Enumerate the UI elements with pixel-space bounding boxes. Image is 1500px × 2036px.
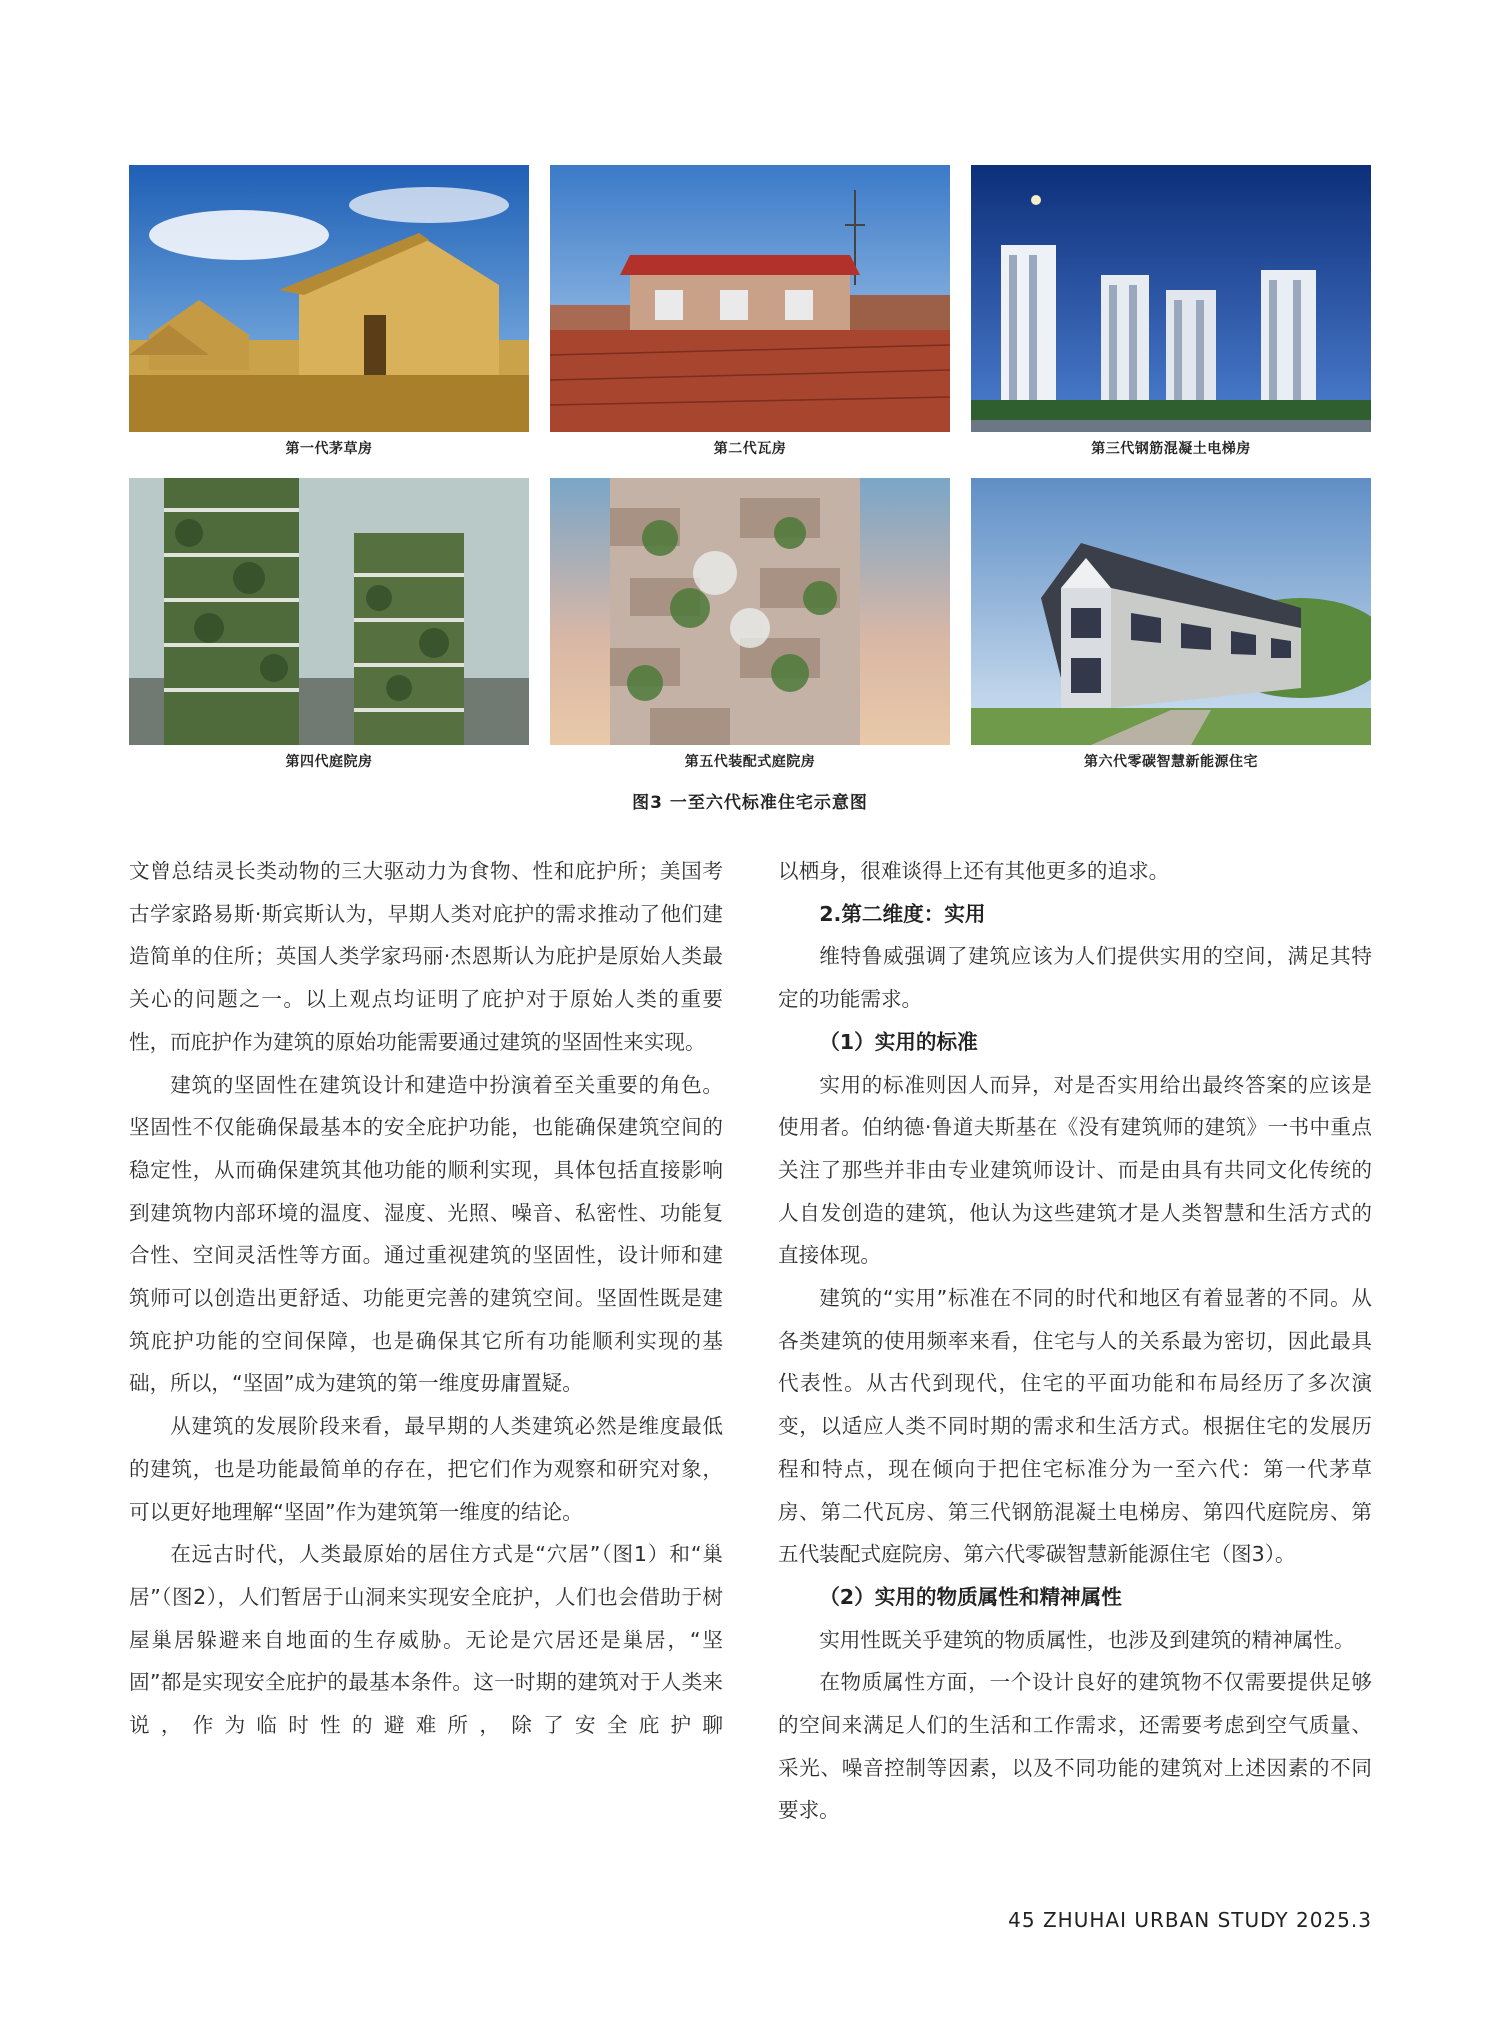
figure-caption-4: 第四代庭院房 [285, 754, 373, 770]
left-column [129, 850, 723, 1747]
tiled-brick-house-photo [550, 165, 950, 432]
terraced-row-house-photo [971, 478, 1371, 745]
subsection-heading: （2）实用的物质属性和精神属性 [819, 1584, 1122, 1609]
paragraph: 以栖身，很难谈得上还有其他更多的追求。 [778, 859, 1170, 883]
prefab-tower-icon [550, 478, 950, 745]
prefab-garden-tower-photo [550, 478, 950, 745]
subsection-heading: （1）实用的标准 [819, 1029, 978, 1054]
paragraph: 实用性既关乎建筑的物质属性，也涉及到建筑的精神属性。 [819, 1627, 1355, 1652]
paragraph: 在物质属性方面，一个设计良好的建筑物不仅需要提供足够的空间来满足人们的生活和工作需求，还需要考虑到空气质量、采光、噪音控制等因素，以及不同功能的建筑对上述因素的不同要求。 [778, 1670, 1372, 1823]
figure-caption-6: 第六代零碳智慧新能源住宅 [1084, 754, 1258, 770]
paragraph: 文曾总结灵长类动物的三大驱动力为食物、性和庇护所；美国考古学家路易斯·斯宾斯认为，早期人类对庇护的需求推动了他们建造简单的住所；英国人类学家玛丽·杰恩斯认为庇护是原始人类最关心的问题之一。以上观点均证明了庇护对于原始人类的重要性，而庇护作为建筑的原始功能需要通过建筑的坚固性来实现。 [129, 859, 723, 1054]
brick-house-icon [550, 165, 950, 432]
section-heading: 2.第二维度：实用 [819, 901, 986, 926]
thatched-hut-icon [129, 165, 529, 432]
paragraph: 建筑的坚固性在建筑设计和建造中扮演着至关重要的角色。坚固性不仅能确保最基本的安全庇护功能，也能确保建筑空间的稳定性，从而确保建筑其他功能的顺利实现，具体包括直接影响到建筑物内部环境的温度、湿度、光照、噪音、私密性、功能复合性、空间灵活性等方面。通过重视建筑的坚固性，设计师和建筑师可以创造出更舒适、功能更完善的建筑空间。坚固性既是建筑庇护功能的空间保障，也是确保其它所有功能顺利实现的基础，所以，“坚固”成为建筑的第一维度毋庸置疑。 [129, 1072, 723, 1396]
towers-icon [971, 165, 1371, 432]
paragraph: 在远古时代，人类最原始的居住方式是“穴居”（图1）和“巢居”（图2），人们暂居于山洞来实现安全庇护，人们也会借助于树屋巢居躲避来自地面的生存威胁。无论是穴居还是巢居，“坚固”都是实现安全庇护的最基本条件。这一时期的建筑对于人类来说，作为临时性的避难所，除了安全庇护聊 [129, 1542, 723, 1738]
vertical-forest-towers-photo [129, 478, 529, 745]
figure-caption-2: 第二代瓦房 [713, 441, 787, 457]
vertical-forest-icon [129, 478, 529, 745]
page-footer: 45 ZHUHAI URBAN STUDY 2025.3 [1008, 1908, 1372, 1932]
figure-caption-3: 第三代钢筋混凝土电梯房 [1091, 441, 1251, 457]
figure-caption-5: 第五代装配式庭院房 [684, 754, 816, 770]
right-column [778, 850, 1372, 1832]
paragraph: 从建筑的发展阶段来看，最早期的人类建筑必然是维度最低的建筑，也是功能最简单的存在，把它们作为观察和研究对象，可以更好地理解“坚固”作为建筑第一维度的结论。 [129, 1414, 723, 1524]
thatched-hut-photo [129, 165, 529, 432]
row-house-icon [971, 478, 1371, 745]
high-rise-towers-photo [971, 165, 1371, 432]
paragraph: 维特鲁威强调了建筑应该为人们提供实用的空间，满足其特定的功能需求。 [778, 944, 1372, 1012]
paragraph: 实用的标准则因人而异，对是否实用给出最终答案的应该是使用者。伯纳德·鲁道夫斯基在《没有建筑师的建筑》一书中重点关注了那些并非由专业建筑师设计、而是由具有共同文化传统的人自发创造的建筑，他认为这些建筑才是人类智慧和生活方式的直接体现。 [778, 1072, 1372, 1268]
figure-caption-1: 第一代茅草房 [285, 441, 373, 457]
paragraph: 建筑的“实用”标准在不同的时代和地区有着显著的不同。从各类建筑的使用频率来看，住宅与人的关系最为密切，因此最具代表性。从古代到现代，住宅的平面功能和布局经历了多次演变，以适应人类不同时期的需求和生活方式。根据住宅的发展历程和特点，现在倾向于把住宅标准分为一至六代：第一代茅草房、第二代瓦房、第三代钢筋混凝土电梯房、第四代庭院房、第五代装配式庭院房、第六代零碳智慧新能源住宅（图3）。 [778, 1286, 1372, 1567]
figure-title: 图3 一至六代标准住宅示意图 [632, 793, 868, 813]
